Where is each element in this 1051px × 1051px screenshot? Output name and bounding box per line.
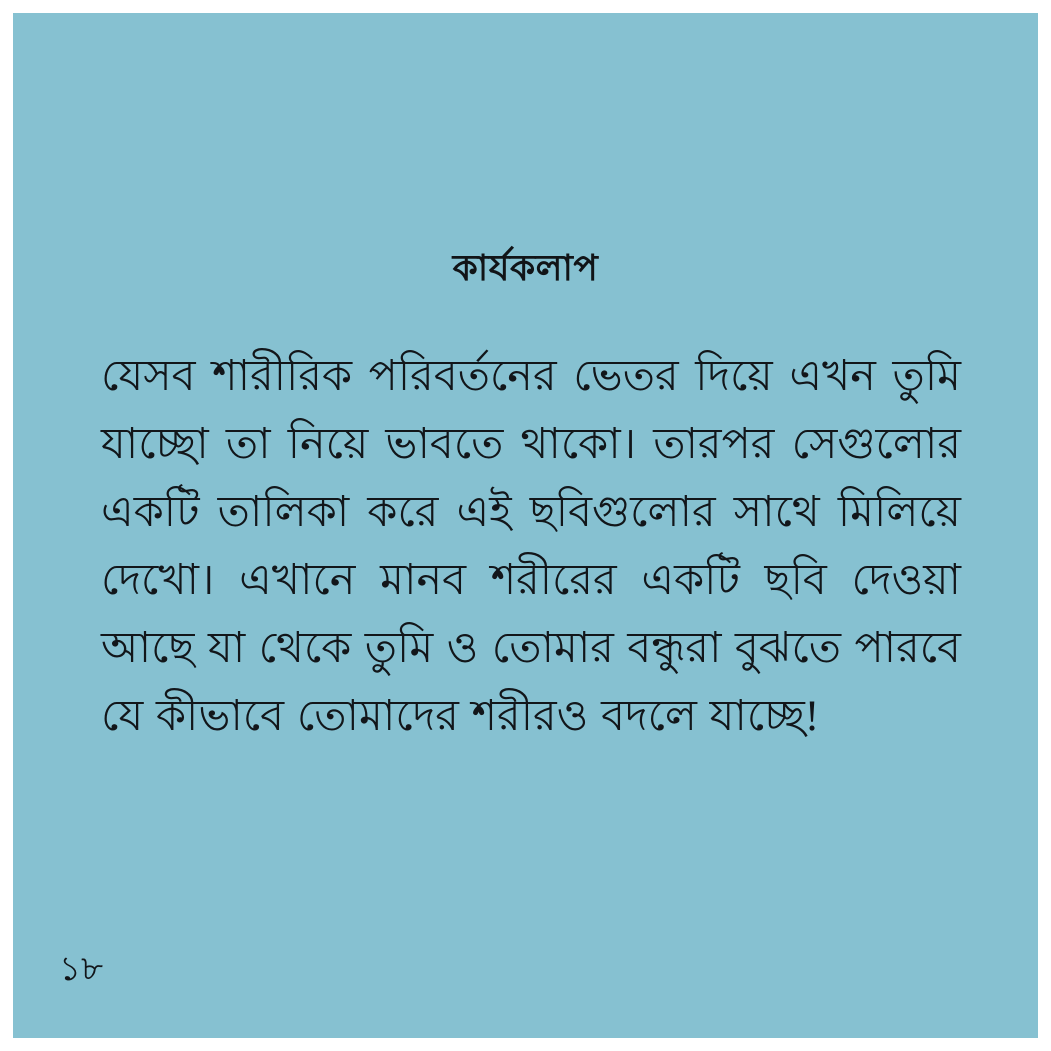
document-page xyxy=(13,13,1038,1038)
page-number: ১৮ xyxy=(59,951,104,988)
page-title: কার্যকলাপ xyxy=(452,248,599,288)
body-paragraph: যেসব শারীরিক পরিবর্তনের ভেতর দিয়ে এখন তুমি যাচ্ছো তা নিয়ে ভাবতে থাকো। তারপর সেগুলোর একটি তালিকা করে এই ছবিগুলোর সাথে মিলিয়ে দেখো। এখানে মানব শরীরের একটি ছবি দেওয়া আছে যা থেকে তুমি ও তোমার বন্ধুরা বুঝতে পারবে যে কীভাবে তোমাদের শরীরও বদলে যাচ্ছে! xyxy=(101,353,961,740)
page-content-area xyxy=(13,13,1038,1038)
